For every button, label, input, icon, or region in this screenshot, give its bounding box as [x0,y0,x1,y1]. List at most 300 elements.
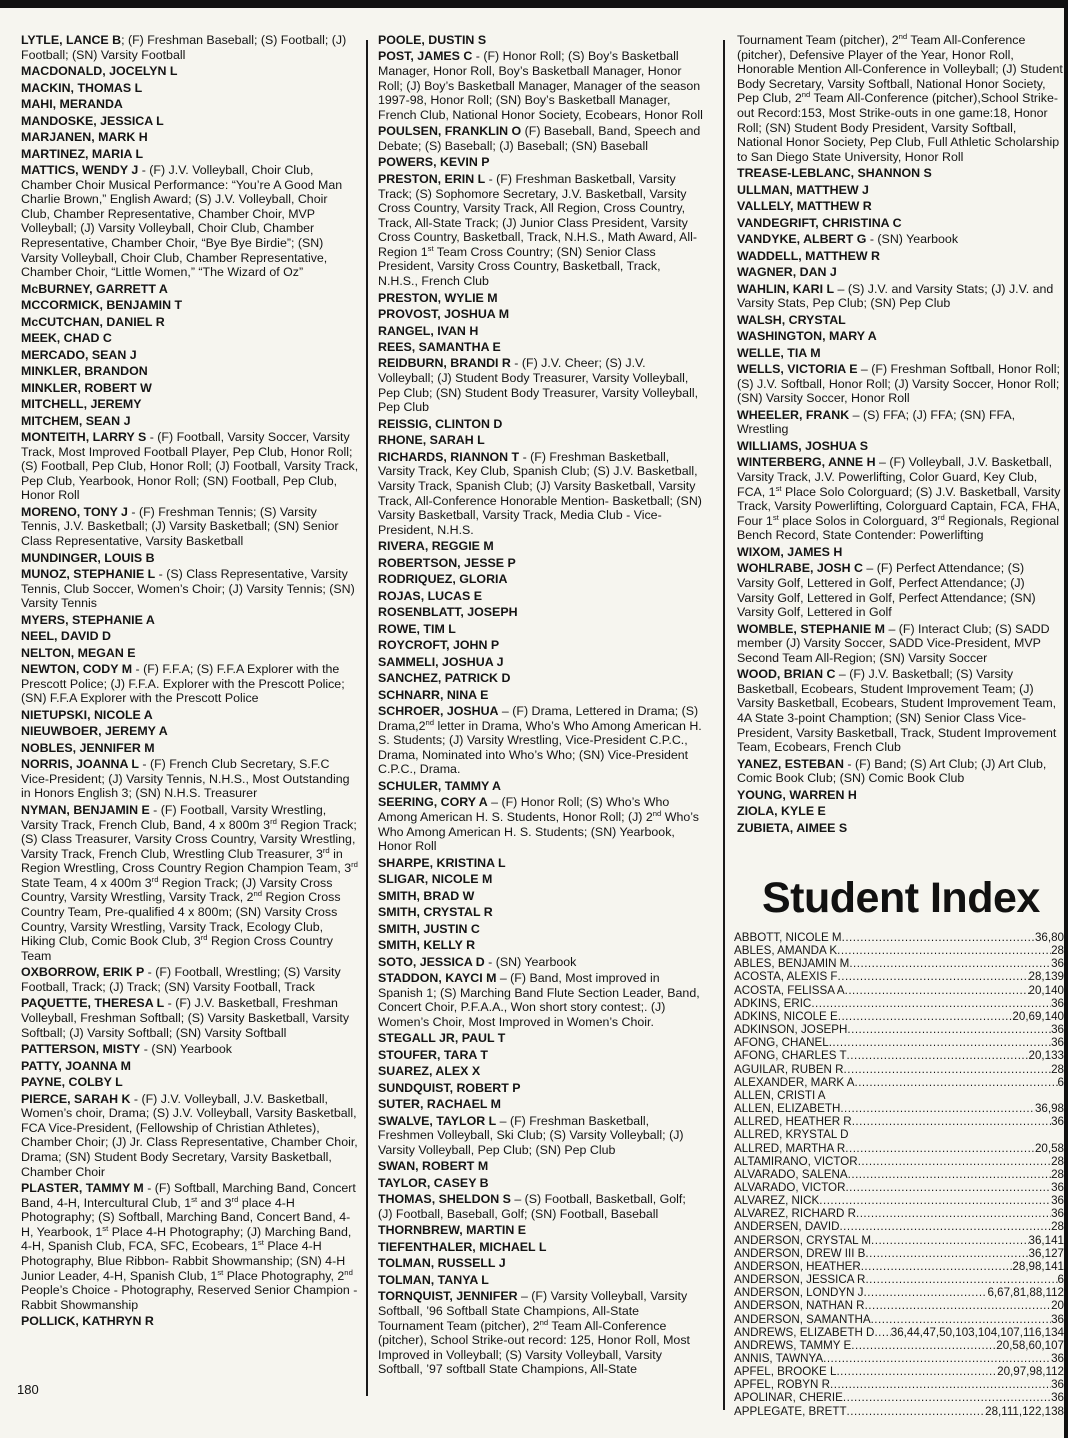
index-pages: 36 [1051,1391,1064,1405]
index-pages: 20,133 [1028,1049,1064,1063]
student-activities: - (SN) Yearbook [866,232,959,247]
index-row [734,1181,1064,1194]
student-entry [378,971,703,1029]
index-name: ALLRED, MARTHA R [734,1141,846,1155]
index-leader-dots [874,1326,890,1339]
index-pages: 36,141 [1028,1233,1064,1247]
index-pages: 28 [1051,1062,1064,1076]
index-pages: 36 [1051,1180,1064,1194]
index-leader-dots [839,1220,1051,1233]
index-pages: 36,80 [1034,931,1064,944]
student-name: MITCHEM, SEAN J [21,413,131,428]
index-row [734,1313,1064,1326]
student-entry [737,346,1064,361]
index-pages: 36 [1051,957,1064,971]
student-activities: – (F) Band, Most improved in Spanish 1; (S) Marching Band Flute Section Leader, Band, Concert Choir, P.F.A.A., Won short story contest;. (J) Women’s Choir, Most Improved in Women’s Choir. [378,971,700,1029]
student-name: WADDELL, MATTHEW R [737,248,880,263]
index-leader-dots [844,1063,1052,1076]
student-name: McBURNEY, GARRETT A [21,281,168,296]
student-entry [21,147,359,162]
student-activities: – (F) Interact Club; (S) SADD member (J) Varsity Soccer, SADD Vice-President, MVP Second Team All-Region; (SN) Varsity Soccer [737,621,1050,665]
student-entry [378,938,703,953]
student-name: LYTLE, LANCE B [21,33,122,47]
student-entry [21,114,359,129]
student-name: SWAN, ROBERT M [378,1159,489,1174]
student-activities: – (F) Drama, Lettered in Drama; (S) Drama,2nd letter in Drama, Who’s Who Among American H. S. Students; (J) Varsity Wrestling, Vice-President C.P.C., Drama, Nominated into Who’s Who; (SN) Vice-President C.P.C., Drama. [378,704,702,777]
index-row [734,931,1064,944]
index-row [734,1391,1064,1404]
student-activities: - (F) J.V. Cheer; (S) J.V. Volleyball; (J) Student Body Treasurer, Varsity Volleyball, Pep Club; (SN) Student Body Treasurer, Varsity Volleyball, Pep Club [378,356,699,415]
student-name: RICHARDS, RIANNON T [378,449,520,464]
student-entry [737,249,1064,264]
index-leader-dots [856,1207,1051,1220]
student-name: SCHULER, TAMMY A [378,778,501,793]
student-name: WILLIAMS, JOSHUA S [737,438,869,453]
index-name: ANDREWS, TAMMY E [734,1338,852,1352]
column-divider-1 [366,40,368,1396]
student-activities: - (F) Football, Varsity Wrestling, Varsity Track, French Club, Band, 4 x 800m 3rd Region Track; (S) Class Treasurer, Varsity Cross Country, Varsity Wrestling, Varsity Track, French Club, Wrestling Club Treasurer, 3rd in Region Wrestling, Cross Country Region Champion Team, 3rd State Team, 4 x 400m 3rd Region Track; (J) Varsity Cross Country, Varsity Wrestling, Varsity Track, 2nd Region Cross Country Team, Pre-qualified 4 x 800m; (SN) Varsity Cross Country, Varsity Wrestling, Varsity Track, Ecology Club, Hiking Club, Comic Book Club, 3rd Region Cross Country Team [21,802,358,963]
student-entry [21,381,359,396]
student-entry [21,1075,359,1090]
index-leader-dots [829,1036,1051,1049]
student-name: MAHI, MERANDA [21,97,123,112]
index-leader-dots [845,984,1029,997]
student-entry [737,216,1064,231]
index-pages: 28,139 [1028,970,1064,984]
index-name: ADKINSON, JOSEPH [734,1023,848,1037]
student-name: WAHLIN, KARI L [737,281,835,296]
yearbook-page [0,8,1064,1438]
student-activities: - (F) J.V. Basketball, Freshman Volleyball, Freshman Softball; (S) Varsity Basketball, Varsity Softball; (J) Varsity Softball; (SN) Varsity Softball [21,996,350,1040]
student-entry [378,433,703,448]
student-entry [737,804,1064,819]
student-entry [737,362,1064,406]
student-entry [21,996,359,1040]
index-name: ADKINS, ERIC [734,996,812,1010]
column-divider-2 [723,40,725,1410]
index-row [734,997,1064,1010]
student-activities: – (F) Freshman Softball, Honor Roll; (S) J.V. Softball, Honor Roll; (J) Varsity Soccer, Honor Roll; (SN) Varsity Soccer, Honor Roll [737,362,1060,406]
index-name: ABLES, BENJAMIN M [734,957,850,971]
student-name: SCHROER, JOSHUA [378,704,499,719]
student-activities: – (F) Volleyball, J.V. Basketball, Varsity Track, J.V. Powerlifting, Color Guard, Key Club, FCA, 1st Place Solo Colorguard; (S) J.V. Basketball, Varsity Track, Varsity Powerlifting, Colorguard Captain, FCA, FHA, Four 1st place Solos in Colorguard, 3rd Regionals, Regional Bench Record, State Contender: Powerlifting [737,455,1061,543]
student-entry [378,33,703,48]
student-name: MANDOSKE, JESSICA L [21,113,164,128]
student-entry [737,667,1064,755]
index-row [734,1155,1064,1168]
student-name: ROBERTSON, JESSE P [378,555,516,570]
student-entry [378,155,703,170]
index-name: ALTAMIRANO, VICTOR [734,1154,858,1168]
student-entry [21,64,359,79]
student-activities: – (F) Freshman Basketball, Freshmen Volleyball, Ski Club; (S) Varsity Volleyball; (J) Varsity Volleyball, Pep Club; (SN) Pep Club [378,1113,684,1157]
student-entry [21,708,359,723]
student-entry [378,417,703,432]
student-entry [378,291,703,306]
student-entry [737,199,1064,214]
index-pages: 36 [1051,1023,1064,1037]
index-row [734,944,1064,957]
student-entry [21,97,359,112]
index-pages: 20,69,140 [1012,1009,1064,1023]
student-entry [21,505,359,549]
student-entry [378,1223,703,1238]
student-name: ZIOLA, KYLE E [737,804,826,819]
student-entry [21,397,359,412]
student-name: MUNDINGER, LOUIS B [21,550,155,565]
student-name: MINKLER, BRANDON [21,364,148,379]
student-name: PIERCE, SARAH K [21,1091,131,1106]
student-entry [378,307,703,322]
student-name: RANGEL, IVAN H [378,323,479,338]
student-entry [21,803,359,964]
student-entry [21,130,359,145]
index-leader-dots [838,970,1029,983]
student-entry [21,348,359,363]
index-name: ANDREWS, ELIZABETH D [734,1325,875,1339]
index-name: ANDERSON, JESSICA R [734,1273,866,1287]
index-name: AFONG, CHANEL [734,1036,829,1050]
student-entry [378,779,703,794]
student-entry [737,329,1064,344]
student-activities: - (S) Class Representative, Varsity Tennis, Club Soccer, Women’s Choir; (J) Varsity Tennis; (SN) Varsity Tennis [21,567,355,611]
index-row [734,1378,1064,1391]
student-name: WAGNER, DAN J [737,265,837,280]
index-name: ALVARADO, VICTOR [734,1180,846,1194]
student-activities: – (S) J.V. and Varsity Stats; (J) J.V. and Varsity Stats, Pep Club; (SN) Pep Club [737,281,1054,311]
student-activities: - (F) Football, Wrestling; (S) Varsity Football, Track; (J) Track; (SN) Varsity Football, Track [21,965,341,994]
student-entry [378,356,703,414]
index-leader-dots [838,1010,1013,1023]
student-name: PATTY, JOANNA M [21,1058,131,1073]
index-pages: 36 [1051,1312,1064,1326]
student-name: NYMAN, BENJAMIN E [21,802,150,817]
student-name: WELLE, TIA M [737,345,821,360]
student-name: WOHLRABE, JOSH C [737,561,863,576]
student-activities: – (F) Honor Roll; (S) Who’s Who Among American H. S. Students, Honor Roll; (J) 2nd Who’s Who Among American H. S. Students; (SN) Yearbook, Honor Roll [378,795,699,854]
student-entry [378,1081,703,1096]
student-name: RODRIQUEZ, GLORIA [378,572,508,587]
student-name: WINTERBERG, ANNE H [737,455,876,470]
student-entry [378,955,703,970]
student-name: PAYNE, COLBY L [21,1075,123,1090]
student-entry [378,1031,703,1046]
student-entry [378,1159,703,1174]
index-name: ACOSTA, ALEXIS F [734,970,838,984]
student-name: TOLMAN, RUSSELL J [378,1256,506,1271]
student-entry [737,166,1064,181]
student-name: SUAREZ, ALEX X [378,1064,481,1079]
index-row [734,1234,1064,1247]
student-name: MATTICS, WENDY J [21,162,139,177]
student-name: ROSENBLATT, JOSEPH [378,605,518,620]
entries-column-1 [21,33,359,1331]
index-leader-dots [843,1391,1051,1404]
student-entry [737,788,1064,803]
student-entry [378,1273,703,1288]
student-name: MONTEITH, LARRY S [21,429,147,444]
student-name: VALLELY, MATTHEW R [737,199,872,214]
student-activities: - (F) Freshman Basketball, Varsity Track, Key Club, Spanish Club; (S) J.V. Basketball, Varsity Track, Spanish Club; (J) Varsity Basketball, Varsity Track, All-Conference Honorable Mention- Basketball; (SN) Varsity Basketball, Varsity Track, Media Club - Vice-President, N.H.S. [378,449,702,537]
index-row [734,1010,1064,1023]
index-row [734,970,1064,983]
index-leader-dots [871,1313,1052,1326]
student-entry [21,965,359,994]
index-row [734,1247,1064,1260]
student-activities: - (F) F.F.A; (S) F.F.A Explorer with the Prescott Police; (J) F.F.A. Explorer with the Prescott Police; (SN) F.F.A Explorer with the Prescott Police [21,662,345,706]
student-name: NEWTON, CODY M [21,662,133,677]
index-row [734,1299,1064,1312]
index-pages: 36 [1051,996,1064,1010]
student-name: MARTINEZ, MARIA L [21,146,144,161]
student-name: REIDBURN, BRANDI R [378,356,511,371]
index-leader-dots [840,1102,1035,1115]
student-entry [737,313,1064,328]
student-name: PAQUETTE, THERESA L [21,996,165,1011]
student-entry [378,1114,703,1158]
index-leader-dots [865,1299,1052,1312]
index-leader-dots [861,1260,1013,1273]
index-row [734,1102,1064,1115]
student-entry [378,1240,703,1255]
index-row [734,1023,1064,1036]
index-leader-dots [851,1339,996,1352]
index-pages: 36 [1051,1194,1064,1208]
student-name: SOTO, JESSICA D [378,954,485,969]
student-entry [21,81,359,96]
student-entry [737,439,1064,454]
student-entry [378,1192,703,1221]
index-name: ALVAREZ, NICK [734,1194,820,1208]
student-name: MYERS, STEPHANIE A [21,612,155,627]
student-entry [378,1064,703,1079]
index-pages: 20,58 [1034,1141,1064,1155]
index-pages: 20 [1051,1299,1064,1313]
student-name: MARJANEN, MARK H [21,130,148,145]
student-name: WOOD, BRIAN C [737,667,836,682]
index-name: ANDERSON, NATHAN R [734,1299,865,1313]
index-leader-dots [865,1273,1057,1286]
student-name: POULSEN, FRANKLIN O [378,124,522,139]
student-activities: - (F) Honor Roll; (S) Boy’s Basketball Manager, Honor Roll, Boy’s Basketball Manager, Honor Roll; (J) Boy’s Basketball Manager, Manager of the season 1997-98, Honor Roll; (SN) Boy’s Basketball Manager, French Club, National Honor Society, Ecobears, Honor Roll [378,49,703,122]
index-pages: 28 [1051,1220,1064,1234]
index-pages: 6,67,81,88,112 [987,1286,1064,1300]
student-activities: - (F) Band; (S) Art Club; (J) Art Club, Comic Book Club; (SN) Comic Book Club [737,756,1047,786]
student-entry [21,298,359,313]
index-pages: 20,58,60,107 [996,1338,1064,1352]
student-name: MORENO, TONY J [21,504,128,519]
index-name: ALLRED, KRYSTAL D [734,1128,849,1142]
student-name: ULLMAN, MATTHEW J [737,182,869,197]
student-entry [378,638,703,653]
index-row [734,1260,1064,1273]
student-entry [378,605,703,620]
entries-column-2 [378,33,703,1379]
index-leader-dots [845,1181,1051,1194]
index-pages: 36,44,47,50,103,104,107,116,134 [890,1325,1064,1339]
student-name: SEERING, CORY A [378,795,488,810]
entries-column-3 [737,33,1064,837]
student-name: THORNBREW, MARTIN E [378,1223,526,1238]
student-name: TOLMAN, TANYA L [378,1272,489,1287]
student-entry [21,1059,359,1074]
student-entry [378,572,703,587]
index-pages: 28,98,141 [1012,1259,1064,1273]
student-entry [21,662,359,706]
student-entry [21,163,359,280]
student-entry [378,556,703,571]
student-name: MCCORMICK, BENJAMIN T [21,298,183,313]
student-activities: - (F) J.V. Volleyball, J.V. Basketball, Women’s choir, Drama; (S) J.V. Volleyball, Varsity Basketball, FCA Vice-President, (Fellowship of Christian Athletes), Chamber Choir; (J) Jr. Class Representative, Chamber Choir, Drama; (SN) Student Body Secretary, Varsity Basketball, Chamber Choir [21,1091,358,1179]
student-activities: ; (F) Freshman Baseball; (S) Football; (J) Football; (SN) Varsity Football [21,33,347,62]
student-name: ZUBIETA, AIMEE S [737,820,848,835]
student-entry [21,551,359,566]
index-name: ANDERSON, SAMANTHA [734,1312,871,1326]
student-entry [378,922,703,937]
index-leader-dots [849,957,1051,970]
student-name: NORRIS, JOANNA L [21,757,139,772]
student-entry [737,33,1064,164]
index-row [734,1076,1064,1089]
student-activities: – (S) FFA; (J) FFA; (SN) FFA, Wrestling [737,407,1016,437]
index-name: ANDERSON, HEATHER [734,1259,861,1273]
student-name: MACKIN, THOMAS L [21,80,143,95]
index-name: ALLEN, ELIZABETH [734,1102,841,1116]
index-row [734,1273,1064,1286]
student-entry [737,622,1064,666]
student-name: THOMAS, SHELDON S [378,1192,511,1207]
student-name: WELLS, VICTORIA E [737,362,858,377]
index-pages: 36 [1051,1115,1064,1129]
index-name: ANDERSON, LONDYN J [734,1286,864,1300]
student-name: POLLICK, KATHRYN R [21,1314,154,1329]
student-name: ROWE, TIM L [378,621,456,636]
student-name: RHONE, SARAH L [378,433,485,448]
student-entry [21,741,359,756]
index-leader-dots [847,1023,1051,1036]
student-name: MITCHELL, JEREMY [21,397,142,412]
student-entry [378,49,703,122]
student-name: SMITH, JUSTIN C [378,921,480,936]
index-pages: 36,98 [1034,1102,1064,1116]
index-name: AGUILAR, RUBEN R [734,1062,844,1076]
index-pages: 36 [1051,1036,1064,1050]
index-name: ALVAREZ, RICHARD R [734,1207,856,1221]
student-name: WOMBLE, STEPHANIE M [737,621,885,636]
student-name: SUNDQUIST, ROBERT P [378,1080,521,1095]
index-name: ADKINS, NICOLE E [734,1009,838,1023]
student-activities: - (F) J.V. Volleyball, Choir Club, Chamber Choir Musical Performance: “You’re A Good Man Charlie Brown,” English Award; (S) J.V. Volleyball, Choir Club, Chamber Representative, Chamber Choir, MVP Volleyball; (J) Varsity Volleyball, Choir Club, Chamber Representative, Chamber Choir, “Bye Bye Birdie”; (SN) Varsity Volleyball, Choir Club, Chamber Representative, Chamber Choir, “Little Women,” “The Wizard of Oz” [21,162,343,280]
student-entry [21,567,359,611]
student-entry [737,821,1064,836]
index-leader-dots [847,1405,986,1418]
index-leader-dots [858,1155,1051,1168]
index-leader-dots [830,1378,1051,1391]
index-leader-dots [852,1115,1051,1128]
student-name: RIVERA, REGGIE M [378,539,494,554]
index-leader-dots [863,1286,987,1299]
student-activities: – (S) Football, Basketball, Golf; (J) Football, Baseball, Golf; (SN) Football, Baseball [378,1192,686,1221]
index-name: APFEL, ROBYN R [734,1378,830,1392]
index-leader-dots [823,1352,1051,1365]
index-row [734,1326,1064,1339]
student-activities: Tournament Team (pitcher), 2nd Team All-Conference (pitcher), Defensive Player of the Year, Honor Roll, Honorable Mention All-Conference in Volleyball; (J) Student Body Secretary, Varsity Softball, National Honor Society, Pep Club, 2nd Team All-Conference (pitcher),School Strike-out Record:153, Most Strike-outs in one game:18, Honor Roll; (SN) Student Body President, Varsity Softball, National Honor Society, Pep Club, Full Athletic Scholarship to San Diego State University, Honor Roll [737,31,1063,164]
index-leader-dots [847,1049,1029,1062]
index-leader-dots [842,931,1035,944]
index-row [734,1194,1064,1207]
student-entry [21,724,359,739]
student-entry [21,613,359,628]
student-name: NOBLES, JENNIFER M [21,740,155,755]
student-name: McCUTCHAN, DANIEL R [21,314,165,329]
student-entry [378,795,703,853]
student-entry [21,414,359,429]
student-entry [21,364,359,379]
student-name: TAYLOR, CASEY B [378,1175,489,1190]
student-name: TIEFENTHALER, MICHAEL L [378,1239,547,1254]
index-row [734,1220,1064,1233]
student-entry [21,1042,359,1057]
student-index-title: Student Index [762,874,1040,922]
student-index-list [734,931,1064,1418]
index-pages: 28,111,122,138 [985,1404,1064,1418]
index-name: ABLES, AMANDA K [734,944,838,958]
index-row [734,1405,1064,1418]
student-entry [737,455,1064,543]
student-entry [378,671,703,686]
student-entry [21,629,359,644]
student-name: POWERS, KEVIN P [378,155,490,170]
index-leader-dots [854,1076,1057,1089]
student-activities: - (SN) Yearbook [140,1042,232,1057]
student-name: SCHNARR, NINA E [378,687,489,702]
student-entry [737,757,1064,786]
student-name: SLIGAR, NICOLE M [378,872,493,887]
student-name: WALSH, CRYSTAL [737,312,846,327]
index-pages: 6 [1057,1273,1064,1287]
student-name: REISSIG, CLINTON D [378,416,503,431]
index-row [734,1168,1064,1181]
student-name: MEEK, CHAD C [21,331,112,346]
index-name: ANDERSON, CRYSTAL M [734,1233,872,1247]
student-name: ROYCROFT, JOHN P [378,638,500,653]
student-entry [378,1176,703,1191]
student-entry [378,340,703,355]
student-entry [378,1289,703,1377]
index-row [734,1352,1064,1365]
student-entry [737,408,1064,437]
index-leader-dots [848,1168,1051,1181]
index-leader-dots [811,997,1051,1010]
student-name: TREASE-LEBLANC, SHANNON S [737,166,932,181]
index-leader-dots [845,1142,1035,1155]
index-name: ACOSTA, FELISSA A [734,983,845,997]
index-name: AFONG, CHARLES T [734,1049,847,1063]
student-entry [378,872,703,887]
student-name: SMITH, KELLY R [378,938,476,953]
student-activities: - (F) Freshman Tennis; (S) Varsity Tennis, J.V. Basketball; (J) Varsity Basketball; (SN) Senior Class Representative, Varsity Basketball [21,504,339,549]
student-entry [737,561,1064,619]
index-name: APPLEGATE, BRETT [734,1404,847,1418]
student-activities: (F) Baseball, Band, Speech and Debate; (S) Baseball; (J) Baseball; (SN) Baseball [378,124,701,153]
student-name: VANDYKE, ALBERT G [737,232,867,247]
student-name: PLASTER, TAMMY M [21,1181,144,1195]
student-name: VANDEGRIFT, CHRISTINA C [737,215,902,230]
index-row [734,1063,1064,1076]
student-name: SAMMELI, JOSHUA J [378,654,504,669]
student-entry [378,1256,703,1271]
student-name: ROJAS, LUCAS E [378,588,482,603]
